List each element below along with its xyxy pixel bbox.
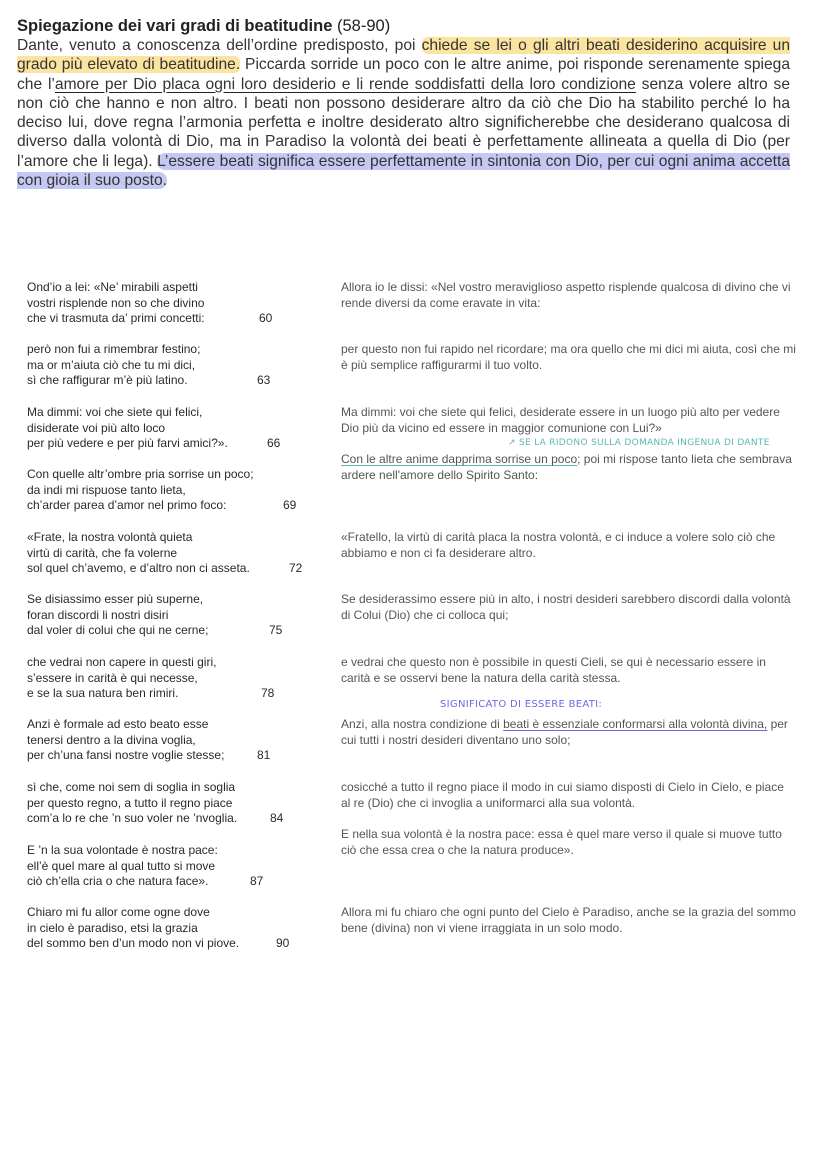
verse-line: E ’n la sua volontade è nostra pace: <box>27 843 218 857</box>
translation-paragraph: per questo non fui rapido nel ricordare; ma ora quello che mi dici mi aiuta, così che mi è più semplice raffigurarmi il tuo volto. <box>341 342 796 372</box>
stanza <box>27 592 297 639</box>
verse-line: che vedrai non capere in questi giri, <box>27 655 217 669</box>
underlined-text: Con le altre anime dapprima sorrise un poco <box>341 452 578 466</box>
verse-number: 90 <box>276 936 290 951</box>
text: Dante, venuto a conoscenza dell’ordine predisposto, poi <box>17 37 422 54</box>
verse-range: (58-90) <box>337 17 391 35</box>
underlined-text: amore per Dio placa ogni loro desiderio e li rende soddisfatti della loro condizione <box>54 75 636 93</box>
text: ; poi mi rispose tanto lieta che sembrava ardere nell'amore dello Spirito Santo: <box>341 452 792 482</box>
verse-line: e se la sua natura ben rimiri. 78 <box>27 686 275 701</box>
verse-line: com’a lo re che ’n suo voler ne ’nvoglia. 84 <box>27 811 284 826</box>
verse-line: da indi mi rispuose tanto lieta, <box>27 482 186 497</box>
stanza <box>27 905 297 952</box>
blue-highlight: L’essere beati significa essere perfettamente in sintonia con Dio, per cui ogni anima accetta con gioia il suo posto. <box>17 152 790 190</box>
verse-line: tenersi dentro a la divina voglia, <box>27 732 196 747</box>
stanza <box>27 530 303 577</box>
verse-line: Con quelle altr’ombre pria sorrise un poco; <box>27 467 254 481</box>
translation-paragraph: «Fratello, la virtù di carità placa la nostra volontà, e ci induce a volere solo ciò che abbiamo e non ci fa desiderare altro. <box>341 530 776 560</box>
verse-line: del sommo ben d’un modo non vi piove. 90 <box>27 936 290 951</box>
text: per cui tutti i nostri desideri diventano uno solo; <box>341 717 788 747</box>
handwritten-note: ↗ SE LA RIDONO SULLA DOMANDA INGENUA DI DANTE <box>508 438 770 448</box>
translation-paragraph <box>341 452 796 483</box>
translation-paragraph <box>341 717 796 748</box>
verse-line: che vi trasmuta da’ primi concetti: 60 <box>27 311 273 326</box>
translation-paragraph: Allora io le dissi: «Nel vostro meraviglioso aspetto risplende qualcosa di divino che vi rende diversi da come eravate in vita: <box>341 280 791 310</box>
verse-line: in cielo è paradiso, etsi la grazia <box>27 920 198 935</box>
section-title <box>17 16 790 36</box>
translation-paragraph: Ma dimmi: voi che siete qui felici, desiderate essere in un luogo più alto per vedere Dio più da vicino ed essere in maggior comunione con Lui?» <box>341 405 780 435</box>
verse-line: per questo regno, a tutto il regno piace <box>27 795 233 810</box>
verse-line: ciò ch’ella cria o che natura face». 87 <box>27 874 264 889</box>
verse-number: 84 <box>270 811 284 826</box>
verse-number: 81 <box>257 748 271 763</box>
verse-line: sì che, come noi sem di soglia in soglia <box>27 780 236 794</box>
verse-number: 75 <box>269 623 283 638</box>
verse-line: sì che raffigurar m’è più latino. 63 <box>27 373 271 388</box>
verse-line: ch’arder parea d’amor nel primo foco: 69 <box>27 498 297 513</box>
verse-line: Anzi è formale ad esto beato esse <box>27 717 209 731</box>
verse-line: per più vedere e per più farvi amici?». 66 <box>27 436 281 451</box>
verse-line: Ma dimmi: voi che siete qui felici, <box>27 405 203 419</box>
intro-section <box>17 16 790 190</box>
translation-paragraph: Se desiderassimo essere più in alto, i nostri desideri sarebbero discordi dalla volontà di Colui (Dio) che ci colloca qui; <box>341 592 791 622</box>
verse-line: Se disiassimo esser più superne, <box>27 592 204 606</box>
stanza <box>27 467 297 514</box>
verse-number: 66 <box>267 436 281 451</box>
verse-number: 87 <box>250 874 264 889</box>
verse-line: però non fui a rimembrar festino; <box>27 342 201 356</box>
translation-paragraph: cosicché a tutto il regno piace il modo in cui siamo disposti di Cielo in Cielo, e piace al re (Dio) che ci invoglia a uniformarci alla sua volontà. <box>341 780 784 810</box>
stanza <box>27 280 297 327</box>
verse-line: Chiaro mi fu allor come ogne dove <box>27 905 210 919</box>
verse-number: 72 <box>289 561 303 576</box>
verse-line: «Frate, la nostra volontà quieta <box>27 530 193 544</box>
translation-paragraph: E nella sua volontà è la nostra pace: essa è quel mare verso il quale si muove tutto ciò che essa crea o che la natura produce». <box>341 827 782 857</box>
verse-line: disiderate voi più alto loco <box>27 420 166 435</box>
underlined-text: beati è essenziale conformarsi alla volontà divina, <box>503 717 768 731</box>
verse-number: 63 <box>257 373 271 388</box>
intro-paragraph <box>17 36 790 190</box>
stanza <box>27 843 297 890</box>
stanza <box>27 405 297 452</box>
title-text: Spiegazione dei vari gradi di beatitudine <box>17 17 333 35</box>
handwritten-note: SIGNIFICATO DI ESSERE BEATI: <box>440 699 603 710</box>
yellow-highlight: chiede se lei o gli altri beati desiderino acquisire un grado più elevato di beatitudine. <box>17 37 790 74</box>
text: Anzi, alla nostra condizione di <box>341 717 504 731</box>
translation-paragraph: e vedrai che questo non è possibile in questi Cieli, se qui è necessario essere in carità e se osservi bene la natura della carità stessa. <box>341 655 766 685</box>
text: Piccarda sorride un poco con le altre anime, poi risponde serenamente spiega che l’ <box>17 56 791 93</box>
verse-line: s’essere in carità è qui necesse, <box>27 670 198 685</box>
verse-number: 60 <box>259 311 273 326</box>
verse-line: ma or m’aiuta ciò che tu mi dici, <box>27 357 196 372</box>
stanza <box>27 717 297 764</box>
verse-line: per ch’una fansi nostre voglie stesse; 81 <box>27 748 271 763</box>
verse-line: sol quel ch’avemo, e d’altro non ci asseta. 72 <box>27 561 303 576</box>
verse-line: Ond’io a lei: «Ne’ mirabili aspetti <box>27 280 198 294</box>
verse-line: ell’è quel mare al qual tutto si move <box>27 858 216 873</box>
translation-paragraph: Allora mi fu chiaro che ogni punto del Cielo è Paradiso, anche se la grazia del sommo bene (divina) non vi viene irraggiata in un solo modo. <box>341 905 796 935</box>
stanza <box>27 655 297 702</box>
verse-number: 78 <box>261 686 275 701</box>
verse-line: dal voler di colui che qui ne cerne; 75 <box>27 623 283 638</box>
verse-line: vostri risplende non so che divino <box>27 295 205 310</box>
verse-line: foran discordi li nostri disiri <box>27 607 169 622</box>
verse-number: 69 <box>283 498 297 513</box>
stanza <box>27 342 297 389</box>
verse-line: virtù di carità, che fa volerne <box>27 545 178 560</box>
stanza <box>27 780 297 827</box>
text: senza volere altro se non ciò che hanno e non altro. I beati non possono desiderare altro da ciò che Dio ha stabilito perché lo ha deciso lui, dove regna l’armonia perfetta e inoltre desiderato altro significherebbe che desiderano qualcosa di diverso dalla volontà di Dio, ma in Paradiso la volontà dei beati è perfettamente allineata a quella di Dio (per l’amore che li lega). <box>17 75 791 170</box>
